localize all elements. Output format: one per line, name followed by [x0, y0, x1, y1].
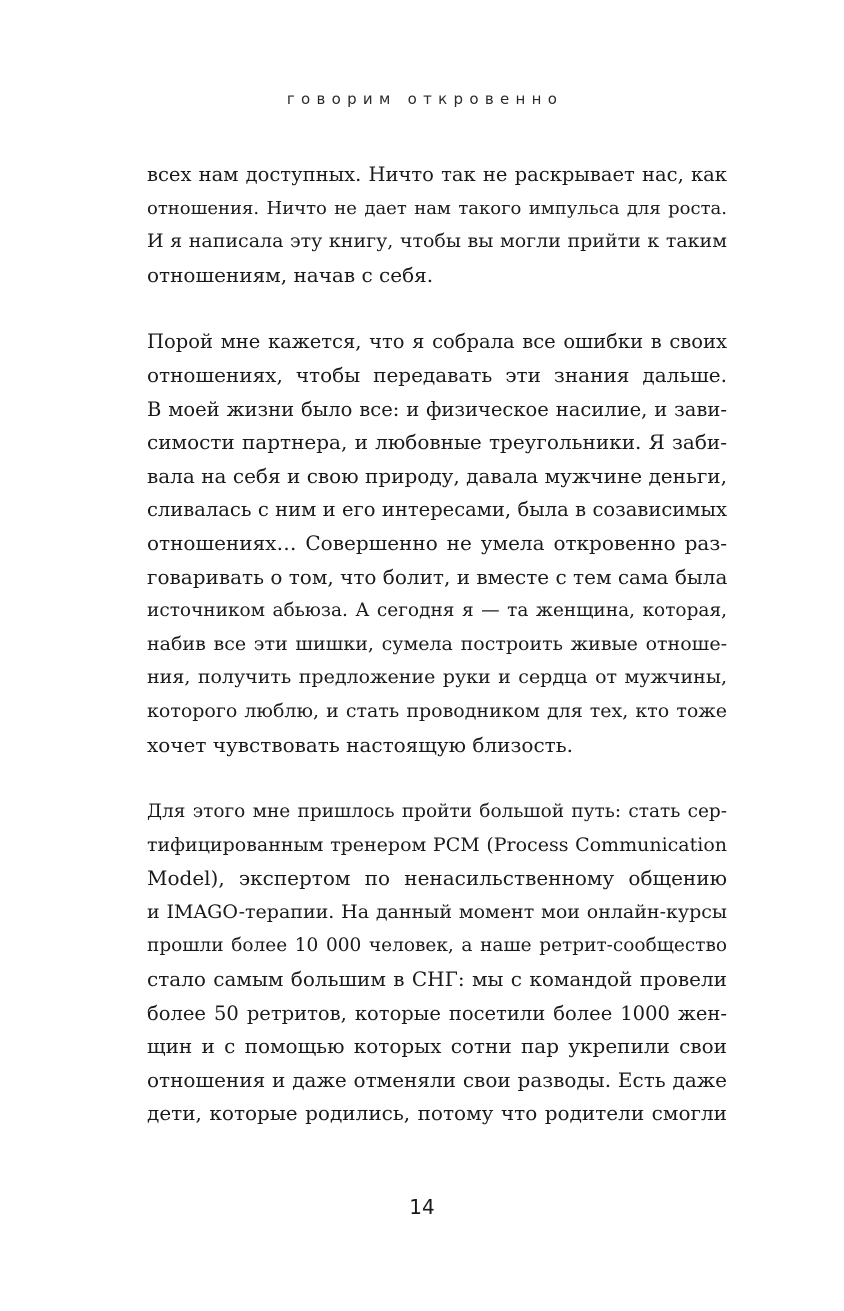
text-line: говаривать о том, что болит, и вместе с тем сама была — [147, 564, 728, 589]
text-line: сливалась с ним и его интересами, была в созависимых — [147, 498, 727, 522]
text-line: хочет чувствовать настоящую близость. — [147, 732, 573, 757]
text-line: отношения и даже отменяли свои разводы. Есть даже — [147, 1067, 727, 1092]
running-header: говорим откровенно — [286, 90, 564, 108]
text-line: всех нам доступных. Ничто так не раскрывает нас, как — [147, 163, 727, 186]
text-line: отношения. Ничто не дает нам такого импульса для роста. — [147, 197, 727, 219]
text-line: Порой мне кажется, что я собрала все ошибки в своих — [147, 330, 727, 354]
text-line: и IMAGO-терапии. На данный момент мои онлайн-курсы — [147, 900, 727, 923]
text-line: симости партнера, и любовные треугольники. Я заби- — [147, 430, 727, 455]
text-line: отношениях, чтобы передавать эти знания дальше. — [147, 362, 727, 387]
body-text — [147, 158, 727, 1164]
paragraph-3 — [147, 795, 727, 1131]
text-line: которого люблю, и стать проводником для тех, кто тоже — [147, 699, 727, 722]
text-line: стало самым большим в СНГ: мы с командой провели — [147, 967, 727, 992]
page-number: 14 — [409, 1195, 435, 1219]
paragraph-2 — [147, 325, 727, 762]
paragraph-1 — [147, 158, 727, 292]
text-line: В моей жизни было все: и физическое насилие, и зави- — [147, 397, 727, 421]
text-line: тифицированным тренером PCM (Process Communication — [147, 833, 727, 856]
text-line: набив все эти шишки, сумела построить живые отноше- — [147, 632, 727, 655]
text-line: вала на себя и свою природу, давала мужчине деньги, — [147, 463, 727, 488]
text-line: И я написала эту книгу, чтобы вы могли прийти к таким — [147, 230, 727, 253]
text-line: дети, которые родились, потому что родители смогли — [147, 1101, 727, 1126]
text-line: прошли более 10 000 человек, а наше ретрит-сообщество — [147, 935, 727, 957]
text-line: источником абьюза. А сегодня я — та женщина, которая, — [147, 600, 727, 622]
text-line: Model), экспертом по ненасильственному общению — [147, 866, 727, 891]
text-line: Для этого мне пришлось пройти большой путь: стать сер- — [147, 801, 727, 823]
text-line: щин и с помощью которых сотни пар укрепили свои — [147, 1034, 727, 1059]
text-line: отношениям, начав с себя. — [147, 262, 434, 287]
text-line: ния, получить предложение руки и сердца от мужчины, — [147, 666, 727, 689]
text-line: более 50 ретритов, которые посетили более 1000 жен- — [147, 1001, 727, 1025]
text-line: отношениях… Совершенно не умела откровенно раз- — [147, 530, 727, 555]
